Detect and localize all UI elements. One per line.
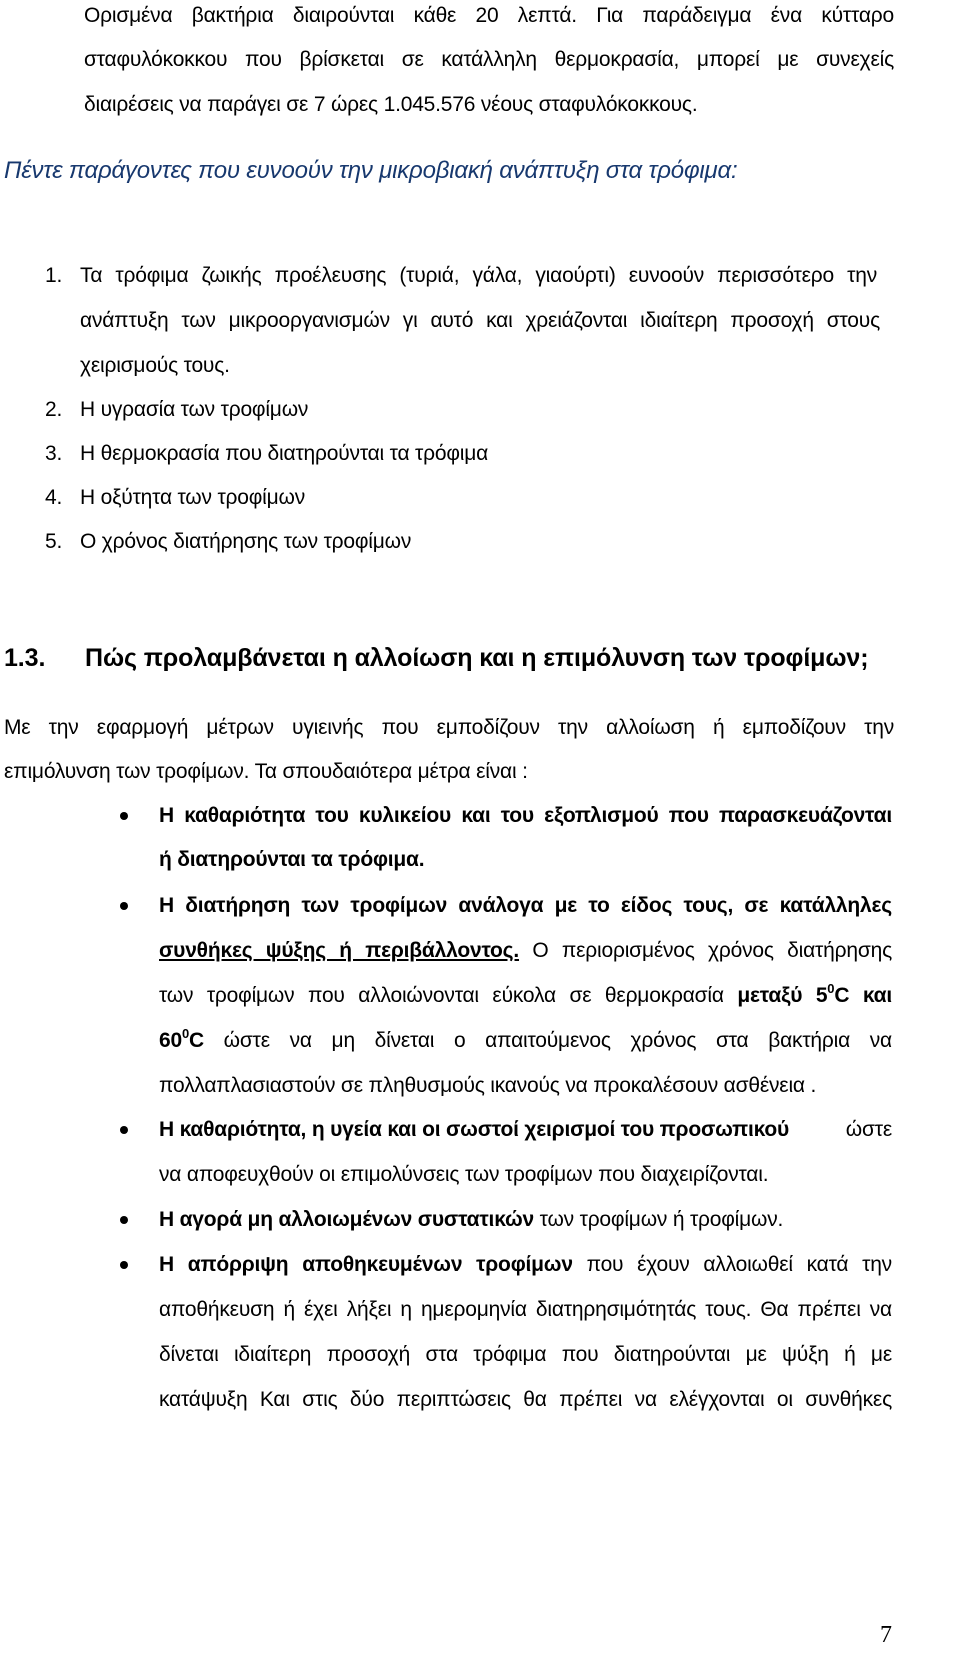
factor-2-text: Η υγρασία των τροφίμων	[80, 398, 309, 421]
measure-2-line-3	[159, 982, 892, 1010]
measure-3-line-1-rest: ώστε	[845, 1118, 892, 1141]
measure-2-line-3-a: των τροφίμων που αλλοιώνονται εύκολα σε θερμοκρασία	[159, 984, 738, 1007]
factor-4-number: 4.	[45, 486, 63, 509]
factor-3-text: Η θερμοκρασία που διατηρούνται τα τρόφιμα	[80, 442, 489, 465]
factor-2-number: 2.	[45, 398, 63, 421]
intro-line-3: διαιρέσεις να παράγει σε 7 ώρες 1.045.576 νέους σταφυλόκοκκους.	[84, 93, 698, 116]
measure-5-line-2: αποθήκευση ή έχει λήξει η ημερομηνία διατηρησιμότητάς τους. Θα πρέπει να	[159, 1298, 892, 1321]
measure-2-line-2-rest: Ο περιορισμένος χρόνος διατήρησης	[519, 939, 892, 962]
measure-2-line-3-c: C και	[834, 984, 892, 1007]
measure-1-line-2: ή διατηρούνται τα τρόφιμα.	[159, 848, 425, 871]
factors-heading: Πέντε παράγοντες που ευνοούν την μικροβιακή ανάπτυξη στα τρόφιμα:	[4, 157, 738, 184]
measure-2-line-1: Η διατήρηση των τροφίμων ανάλογα με το είδος τους, σε κατάλληλες	[159, 894, 892, 917]
measure-2-line-4	[159, 1027, 892, 1055]
measure-5-line-1-rest: που έχουν αλλοιωθεί κατά την	[572, 1253, 892, 1276]
measure-3-line-2: να αποφευχθούν οι επιμολύνσεις των τροφίμων που διαχειρίζονται.	[159, 1163, 769, 1186]
factor-3-number: 3.	[45, 442, 63, 465]
bullet-dot	[120, 812, 128, 820]
section-paragraph-line-2: επιμόλυνση των τροφίμων. Τα σπουδαιότερα μέτρα είναι :	[4, 760, 528, 783]
section-number: 1.3.	[4, 644, 46, 672]
measure-2-line-3-sup: 0	[827, 981, 835, 996]
bullet-dot	[120, 1216, 128, 1224]
measure-2-line-2	[159, 937, 892, 965]
bullet-dot	[120, 1126, 128, 1134]
measure-3-line-1	[159, 1116, 892, 1144]
measure-2-line-4-sup: 0	[181, 1026, 189, 1041]
page-number: 7	[880, 1622, 892, 1648]
section-title: Πώς προλαμβάνεται η αλλοίωση και η επιμόλυνση των τροφίμων;	[85, 644, 869, 672]
measure-5-line-4: κατάψυξη Και στις δύο περιπτώσεις θα πρέπει να ελέγχονται οι συνθήκες	[159, 1388, 892, 1411]
factor-1-number: 1.	[45, 264, 63, 287]
factor-5-number: 5.	[45, 530, 63, 553]
intro-line-2: σταφυλόκοκκου που βρίσκεται σε κατάλληλη θερμοκρασία, μπορεί με συνεχείς	[84, 48, 894, 71]
factor-1-line-1: Τα τρόφιμα ζωικής προέλευσης (τυριά, γάλα, γιαούρτι) ευνοούν περισσότερο την	[80, 264, 877, 287]
measure-5-line-1-bold: Η απόρριψη αποθηκευμένων τροφίμων	[159, 1253, 573, 1276]
measure-1-line-1: Η καθαριότητα του κυλικείου και του εξοπλισμού που παρασκευάζονται	[159, 804, 892, 827]
measure-4-bold: Η αγορά μη αλλοιωμένων συστατικών	[159, 1208, 535, 1231]
measure-2-line-2-bold: συνθήκες ψύξης ή περιβάλλοντος.	[159, 939, 520, 962]
measure-3-line-1-bold: Η καθαριότητα, η υγεία και οι σωστοί χειρισμοί του προσωπικού	[159, 1118, 790, 1141]
intro-line-1: Ορισμένα βακτήρια διαιρούνται κάθε 20 λεπτά. Για παράδειγμα ένα κύτταρο	[84, 4, 894, 27]
measure-4-rest: των τροφίμων ή τροφίμων.	[534, 1208, 784, 1231]
measure-5-line-3: δίνεται ιδιαίτερη προσοχή στα τρόφιμα που διατηρούνται με ψύξη ή με	[159, 1343, 892, 1366]
measure-2-line-3-b: μεταξύ 5	[737, 984, 828, 1007]
measure-2-line-4-rest: ώστε να μη δίνεται ο απαιτούμενος χρόνος στα βακτήρια να	[203, 1029, 892, 1052]
factor-1-line-3: χειρισμούς τους.	[80, 354, 230, 377]
bullet-dot	[120, 1261, 128, 1269]
section-paragraph-line-1: Με την εφαρμογή μέτρων υγιεινής που εμποδίζουν την αλλοίωση ή εμποδίζουν την	[4, 716, 894, 739]
measure-2-line-5: πολλαπλασιαστούν σε πληθυσμούς ικανούς να προκαλέσουν ασθένεια .	[159, 1074, 817, 1097]
measure-2-line-4-a: 60	[159, 1029, 182, 1052]
measure-5-line-1	[159, 1251, 892, 1279]
factor-4-text: Η οξύτητα των τροφίμων	[80, 486, 306, 509]
factor-5-text: Ο χρόνος διατήρησης των τροφίμων	[80, 530, 412, 553]
factor-1-line-2: ανάπτυξη των μικροοργανισμών γι αυτό και χρειάζονται ιδιαίτερη προσοχή στους	[80, 309, 880, 332]
bullet-dot	[120, 902, 128, 910]
measure-2-line-4-b: C	[189, 1029, 204, 1052]
measure-4-line	[159, 1206, 783, 1234]
